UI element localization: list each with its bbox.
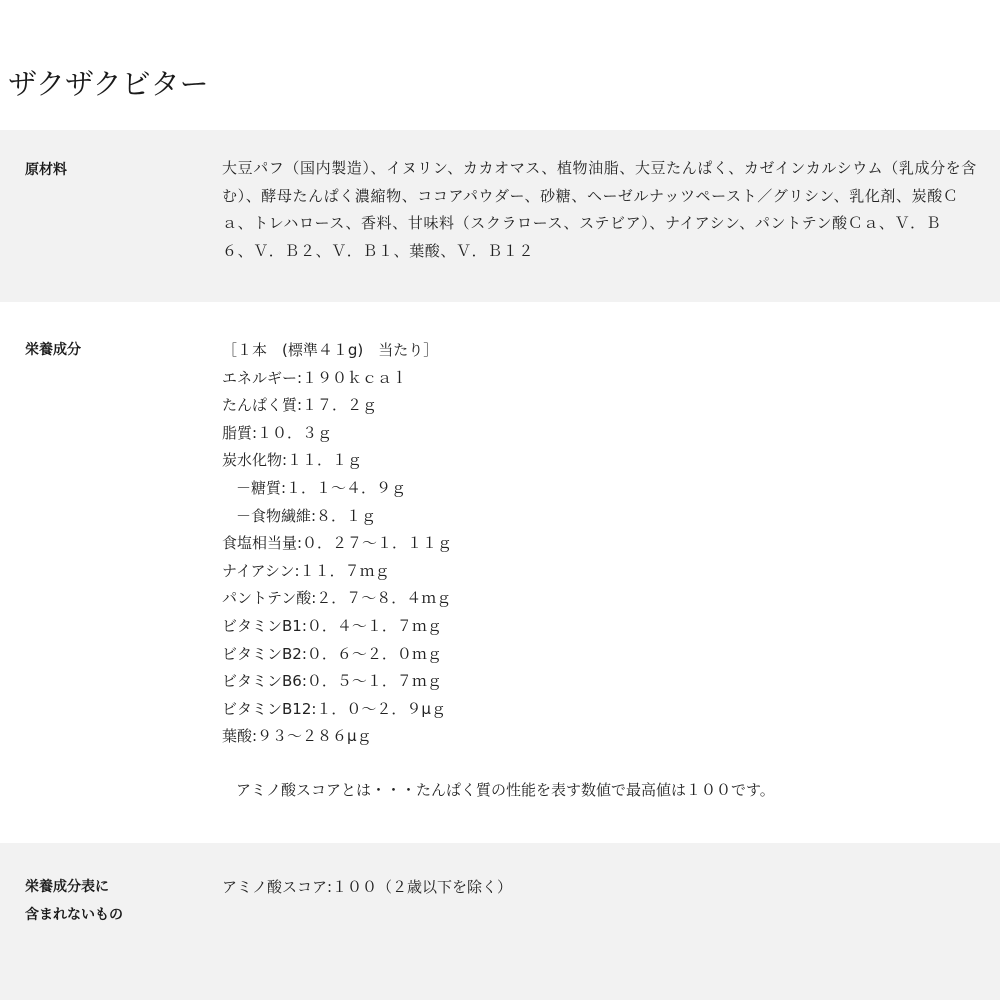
nutrition-item-pantothenic-acid: パントテン酸:２．７～８．４ｍｇ	[222, 589, 452, 608]
nutrition-item-folic-acid: 葉酸:９３～２８６μｇ	[222, 727, 372, 746]
nutrition-label: 栄養成分	[25, 342, 81, 358]
nutrition-item-sugar: －糖質:１．１～４．９ｇ	[236, 478, 407, 497]
not-in-table-label-line1: 栄養成分表に	[25, 879, 109, 895]
nutrition-item-fat: 脂質:１０．３ｇ	[222, 423, 333, 442]
ingredients-row	[0, 130, 1000, 302]
ingredients-line: ６、Ｖ．Ｂ２、Ｖ．Ｂ１、葉酸、Ｖ．Ｂ１２	[222, 241, 535, 260]
nutrition-item-fiber: －食物繊維:８．１ｇ	[236, 506, 377, 525]
nutrition-item-vitamin-b12: ビタミンB12:１．０～２．９μｇ	[222, 699, 446, 718]
nutrition-serving: ［１本 (標準４１g) 当たり］	[222, 341, 439, 359]
ingredients-line: 大豆パフ（国内製造）、イヌリン、カカオマス、植物油脂、大豆たんぱく、カゼインカルシウム（乳成分を含	[222, 159, 977, 177]
not-in-table-label-line2: 含まれないもの	[25, 907, 123, 923]
nutrition-item-niacin: ナイアシン:１１．７ｍｇ	[222, 561, 390, 580]
amino-acid-note: アミノ酸スコアとは・・・たんぱく質の性能を表す数値で最高値は１００です。	[236, 781, 775, 799]
nutrition-item-salt: 食塩相当量:０．２７～１．１１ｇ	[222, 534, 453, 553]
nutrition-item-protein: たんぱく質:１７．２ｇ	[222, 396, 378, 415]
amino-acid-score: アミノ酸スコア:１００（２歳以下を除く）	[222, 878, 513, 896]
ingredients-text	[222, 154, 977, 264]
nutrition-item-energy: エネルギー:１９０ｋｃａｌ	[222, 368, 408, 387]
not-in-table-label	[25, 873, 123, 929]
page-title: ザクザクビター	[8, 67, 209, 101]
ingredients-line: ａ、トレハロース、香料、甘味料（スクラロース、ステビア）、ナイアシン、パントテン酸Ｃａ、Ｖ．Ｂ	[222, 214, 942, 233]
nutrition-item-carbohydrate: 炭水化物:１１．１ｇ	[222, 451, 363, 470]
ingredients-label: 原材料	[25, 162, 67, 178]
nutrition-item-vitamin-b6: ビタミンB6:０．５～１．７ｍｇ	[222, 672, 442, 691]
nutrition-item-vitamin-b2: ビタミンB2:０．６～２．０ｍｇ	[222, 644, 442, 663]
ingredients-line: む）、酵母たんぱく濃縮物、ココアパウダー、砂糖、ヘーゼルナッツペースト／グリシン、乳化剤、炭酸Ｃ	[222, 186, 959, 205]
nutrition-list	[222, 336, 962, 750]
not-in-table-row	[0, 843, 1000, 1000]
nutrition-row	[0, 302, 1000, 843]
nutrition-item-vitamin-b1: ビタミンB1:０．４～１．７ｍｇ	[222, 616, 442, 635]
